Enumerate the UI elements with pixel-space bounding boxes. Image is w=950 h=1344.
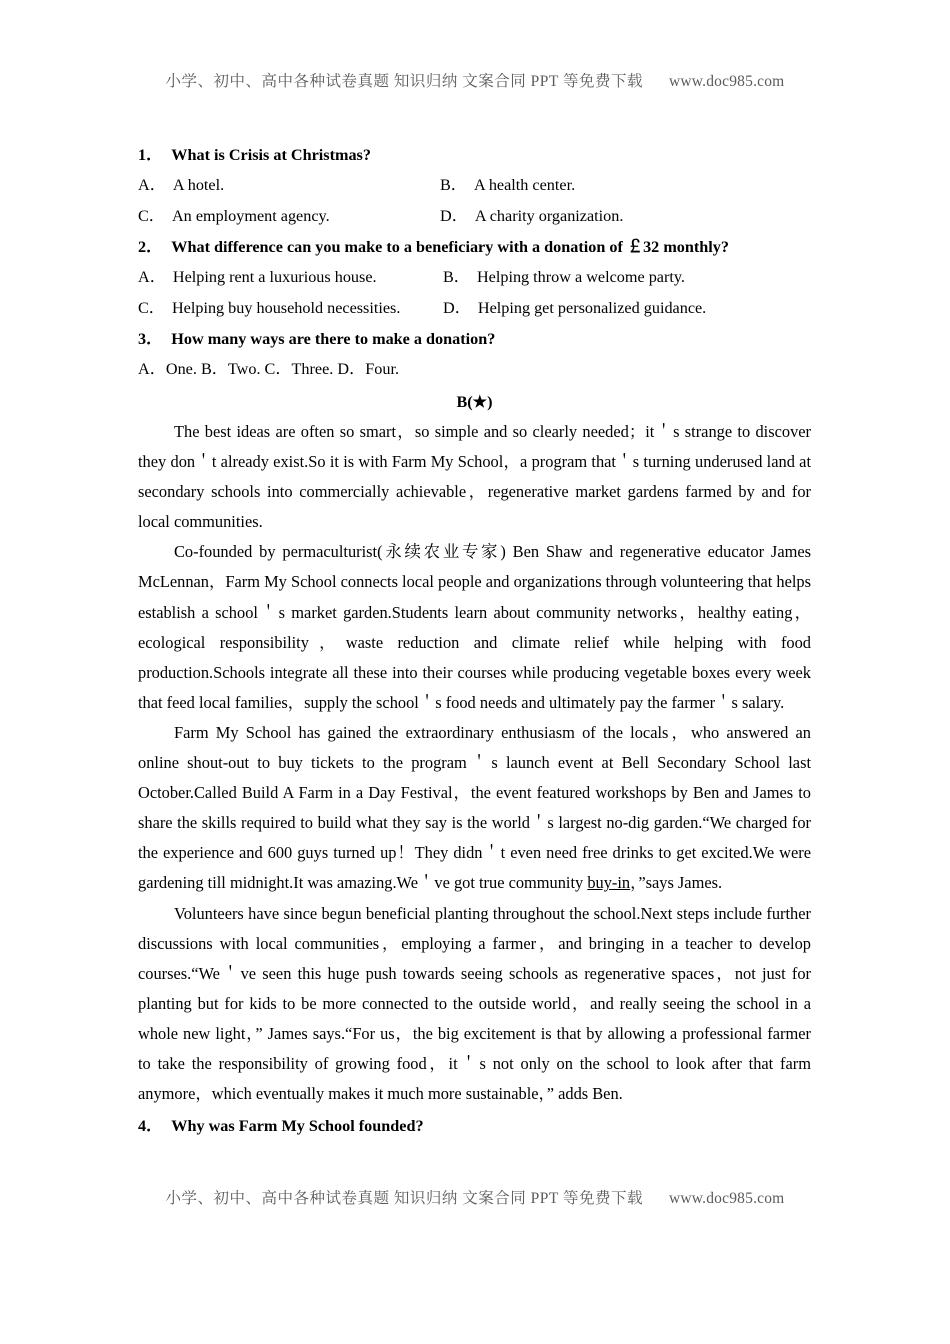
question-2-option-d[interactable]: [443, 293, 706, 324]
option-text: An employment agency.: [171, 207, 330, 225]
option-label: C．: [138, 299, 165, 317]
question-2-number: 2．: [138, 238, 163, 256]
watermark-chinese-text: 小学、初中、高中各种试卷真题 知识归纳 文案合同 PPT 等免费下载: [165, 1190, 643, 1207]
option-label: B．: [440, 176, 467, 194]
passage-paragraph-3: [138, 718, 811, 899]
question-3-stem-text: How many ways are there to make a donation?: [171, 330, 496, 348]
question-2-option-c[interactable]: [138, 293, 400, 324]
question-block-2: [138, 232, 811, 324]
option-text: Helping rent a luxurious house.: [172, 268, 377, 286]
question-1-option-b[interactable]: [440, 170, 575, 201]
question-3-options-inline[interactable]: A．One. B．Two. C．Three. D．Four.: [138, 360, 399, 378]
question-4-stem-text: Why was Farm My School founded?: [171, 1117, 424, 1136]
watermark-chinese-text: 小学、初中、高中各种试卷真题 知识归纳 文案合同 PPT 等免费下载: [165, 73, 643, 90]
question-3-number: 3．: [138, 330, 163, 348]
footer-watermark: [0, 1186, 950, 1208]
header-watermark: [0, 69, 950, 91]
option-text: Helping throw a welcome party.: [476, 268, 685, 286]
content-column: [138, 140, 811, 1141]
question-1-stem: [138, 140, 811, 170]
option-label: D．: [443, 299, 471, 317]
question-2-option-row-2: [138, 293, 811, 324]
option-text: A health center.: [473, 176, 576, 194]
option-label: C．: [138, 207, 165, 225]
passage-paragraph-3-tail: ，”says James.: [630, 873, 723, 893]
passage-paragraph-3-head: Farm My School has gained the extraordinary enthusiasm of the locals，who answered an online shout-out to buy tickets to the program＇s launch event at Bell Secondary School last October.Called Build A Farm in a Day Festival，the event featured workshops by Ben and James to share the skills required to build what they say is the world＇s largest no-dig garden.“We charged for the experience and 600 guys turned up！They didn＇t even need free drinks to get excited.We were gardening till midnight.It was amazing.We＇ve got true community: [138, 722, 811, 893]
question-2-option-b[interactable]: [443, 262, 685, 293]
option-label: A．: [138, 268, 166, 286]
question-1-stem-text: What is Crisis at Christmas?: [171, 146, 371, 164]
reading-passage: [138, 417, 811, 1109]
watermark-url: www.doc985.com: [668, 1190, 785, 1207]
question-block-1: [138, 140, 811, 232]
option-text: A charity organization.: [474, 207, 624, 225]
option-text: A hotel.: [172, 176, 225, 194]
underlined-term-buy-in: buy-in: [587, 873, 631, 893]
option-text: Helping buy household necessities.: [171, 299, 401, 317]
option-text: Helping get personalized guidance.: [477, 299, 707, 317]
option-label: D．: [440, 207, 468, 225]
passage-paragraph-2: Co-founded by permaculturist(永续农业专家) Ben Shaw and regenerative educator James McLennan，Farm My School connects local people and organizations through volunteering that helps establish a school＇s market garden.Students learn about community networks，healthy eating，ecological responsibility，waste reduction and climate relief while helping with food production.Schools integrate all these into their courses while producing vegetable boxes every week that feed local families，supply the school＇s food needs and ultimately pay the farmer＇s salary.: [138, 542, 811, 712]
question-2-stem: [138, 232, 811, 262]
question-1-option-row-1: [138, 170, 811, 201]
question-2-option-a[interactable]: [138, 262, 377, 293]
question-1-option-d[interactable]: [440, 201, 623, 232]
question-4-stem: [138, 1111, 811, 1141]
question-1-option-a[interactable]: [138, 170, 224, 201]
question-1-option-row-2: [138, 201, 811, 232]
question-1-number: 1．: [138, 146, 163, 164]
question-2-option-row-1: [138, 262, 811, 293]
option-label: B．: [443, 268, 470, 286]
question-1-option-c[interactable]: [138, 201, 330, 232]
watermark-url: www.doc985.com: [668, 73, 785, 90]
question-3-stem: [138, 324, 811, 354]
question-block-3: [138, 324, 811, 385]
question-4-number: 4．: [138, 1117, 163, 1136]
passage-paragraph-1: The best ideas are often so smart，so simple and so clearly needed；it＇s strange to discover they don＇t already exist.So it is with Farm My School，a program that＇s turning underused land at secondary schools into commercially achievable，regenerative market gardens farmed by and for local communities.: [138, 422, 811, 532]
question-2-stem-text: What difference can you make to a beneficiary with a donation of ￡32 monthly?: [171, 238, 729, 256]
passage-paragraph-4: Volunteers have since begun beneficial planting throughout the school.Next steps include further discussions with local communities，employing a farmer，and bringing in a teacher to develop courses.“We＇ve seen this huge push towards seeing schools as regenerative spaces，not just for planting but for kids to be more connected to the outside world，and really seeing the school in a whole new light，” James says.“For us，the big excitement is that by allowing a professional farmer to take the responsibility of growing food，it＇s not only on the school to look after that farm anymore，which eventually makes it much more sustainable，” adds Ben.: [138, 903, 811, 1104]
section-marker: B(★): [456, 393, 493, 411]
option-label: A．: [138, 176, 166, 194]
